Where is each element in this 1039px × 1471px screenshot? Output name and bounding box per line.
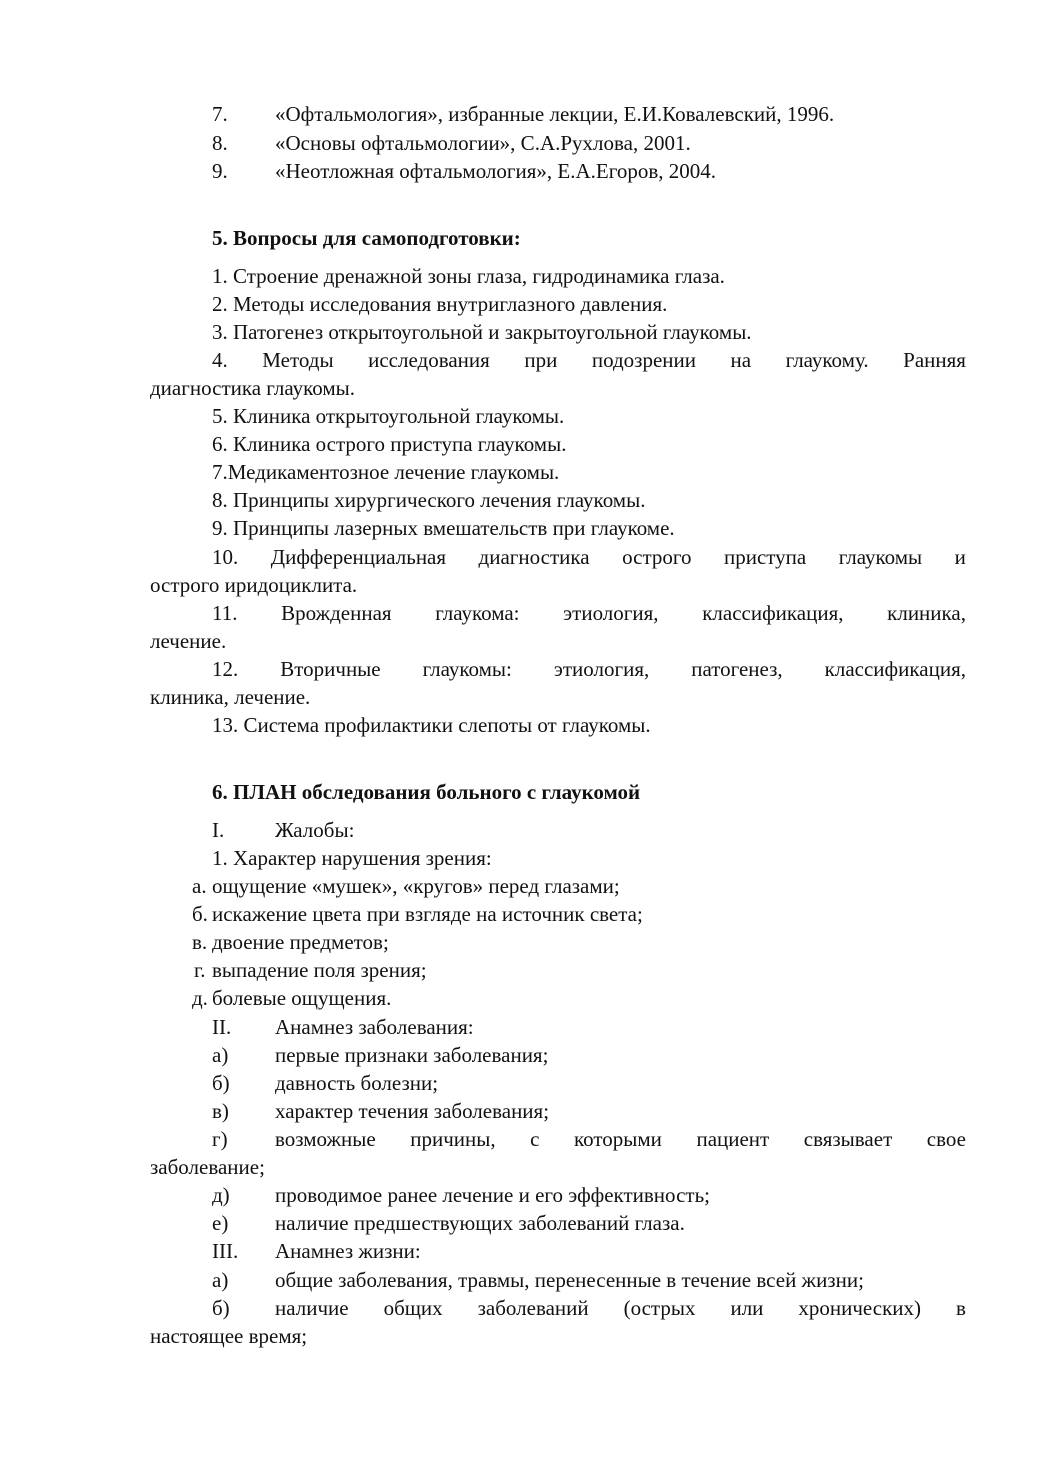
question-item: 8. Принципы хирургического лечения глаукомы. [212, 488, 646, 512]
question-item-justified [212, 547, 966, 568]
word: Методы [262, 348, 334, 372]
list-text: первые признаки заболевания; [275, 1043, 549, 1067]
plan-section-number: III. [212, 1239, 239, 1263]
list-text: наличие предшествующих заболеваний глаза. [275, 1211, 685, 1235]
word: классификация, [702, 601, 844, 625]
reference-number: 7. [212, 102, 228, 126]
complaint-marker: б. [192, 902, 208, 926]
word: в [956, 1296, 966, 1320]
word: и [954, 545, 966, 569]
section-heading: 5. Вопросы для самоподготовки: [212, 226, 521, 250]
plan-section-title: Жалобы: [275, 818, 355, 842]
reference-number: 8. [212, 131, 228, 155]
word: Ранняя [903, 348, 966, 372]
question-item: 1. Строение дренажной зоны глаза, гидродинамика глаза. [212, 264, 725, 288]
word: диагностика [478, 545, 590, 569]
word: патогенез, [691, 657, 783, 681]
word: 4. [212, 348, 228, 372]
list-marker: г) [212, 1127, 228, 1151]
question-item: 3. Патогенез открытоугольной и закрытоугольной глаукомы. [212, 320, 752, 344]
word: этиология, [563, 601, 659, 625]
word: (острых [623, 1296, 696, 1320]
word: глаукомы [838, 545, 923, 569]
question-item: 7.Медикаментозное лечение глаукомы. [212, 460, 560, 484]
word: клиника, [887, 601, 966, 625]
complaint-text: ощущение «мушек», «кругов» перед глазами; [212, 874, 620, 898]
word: связывает [803, 1127, 893, 1151]
complaint-text: выпадение поля зрения; [212, 958, 427, 982]
word: глаукома: [435, 601, 520, 625]
complaint-text: двоение предметов; [212, 930, 389, 954]
question-item-justified [212, 603, 966, 624]
list-marker: д) [212, 1183, 230, 1207]
word: 11. [212, 601, 238, 625]
word: приступа [723, 545, 807, 569]
list-text-justified [275, 1129, 966, 1150]
complaint-text: искажение цвета при взгляде на источник света; [212, 902, 643, 926]
word: которыми [574, 1127, 662, 1151]
list-text: характер течения заболевания; [275, 1099, 550, 1123]
question-continuation: лечение. [150, 629, 227, 653]
word: наличие [275, 1296, 349, 1320]
list-text: общие заболевания, травмы, перенесенные в течение всей жизни; [275, 1268, 864, 1292]
list-marker: а) [212, 1268, 229, 1292]
word: подозрении [591, 348, 697, 372]
word: заболеваний [477, 1296, 589, 1320]
word: на [730, 348, 752, 372]
plan-section-number: I. [212, 818, 225, 842]
list-continuation: настоящее время; [150, 1324, 308, 1348]
list-marker: в) [212, 1099, 229, 1123]
list-marker: а) [212, 1043, 229, 1067]
reference-text: «Офтальмология», избранные лекции, Е.И.Ковалевский, 1996. [275, 102, 835, 126]
list-text: давность болезни; [275, 1071, 439, 1095]
question-item: 6. Клиника острого приступа глаукомы. [212, 432, 567, 456]
word: Вторичные [280, 657, 381, 681]
word: общих [383, 1296, 443, 1320]
plan-section-title: Анамнез жизни: [275, 1239, 421, 1263]
question-item: 13. Система профилактики слепоты от глаукомы. [212, 713, 651, 737]
question-item: 9. Принципы лазерных вмешательств при глаукоме. [212, 516, 675, 540]
word: при [524, 348, 558, 372]
question-item-justified [212, 659, 966, 680]
question-continuation: диагностика глаукомы. [150, 376, 355, 400]
complaint-marker: г. [194, 958, 206, 982]
reference-text: «Неотложная офтальмология», Е.А.Егоров, 2004. [275, 159, 716, 183]
plan-section-number: II. [212, 1015, 232, 1039]
list-marker: б) [212, 1071, 230, 1095]
word: причины, [410, 1127, 496, 1151]
question-item: 2. Методы исследования внутриглазного давления. [212, 292, 668, 316]
word: хронических) [798, 1296, 922, 1320]
word: глаукомы: [422, 657, 512, 681]
reference-number: 9. [212, 159, 228, 183]
list-text: проводимое ранее лечение и его эффективность; [275, 1183, 710, 1207]
word: Дифференциальная [270, 545, 447, 569]
word: свое [926, 1127, 966, 1151]
word: пациент [696, 1127, 770, 1151]
plan-subheading: 1. Характер нарушения зрения: [212, 846, 492, 870]
list-marker: е) [212, 1211, 229, 1235]
question-continuation: клиника, лечение. [150, 685, 311, 709]
word: острого [622, 545, 692, 569]
word: с [530, 1127, 540, 1151]
question-continuation: острого иридоциклита. [150, 573, 358, 597]
word: или [730, 1296, 764, 1320]
complaint-marker: в. [192, 930, 208, 954]
question-item: 5. Клиника открытоугольной глаукомы. [212, 404, 565, 428]
list-marker: б) [212, 1296, 230, 1320]
word: исследования [368, 348, 490, 372]
list-text-justified [275, 1298, 966, 1319]
word: Врожденная [281, 601, 392, 625]
word: возможные [275, 1127, 376, 1151]
word: глаукому. [785, 348, 869, 372]
section-heading: 6. ПЛАН обследования больного с глаукомой [212, 780, 641, 804]
word: 10. [212, 545, 239, 569]
complaint-text: болевые ощущения. [212, 986, 392, 1010]
word: 12. [212, 657, 239, 681]
word: классификация, [824, 657, 966, 681]
list-continuation: заболевание; [150, 1155, 265, 1179]
complaint-marker: д. [192, 986, 208, 1010]
word: этиология, [553, 657, 650, 681]
question-item-justified [212, 350, 966, 371]
reference-text: «Основы офтальмологии», С.А.Рухлова, 2001. [275, 131, 691, 155]
complaint-marker: а. [192, 874, 207, 898]
plan-section-title: Анамнез заболевания: [275, 1015, 474, 1039]
